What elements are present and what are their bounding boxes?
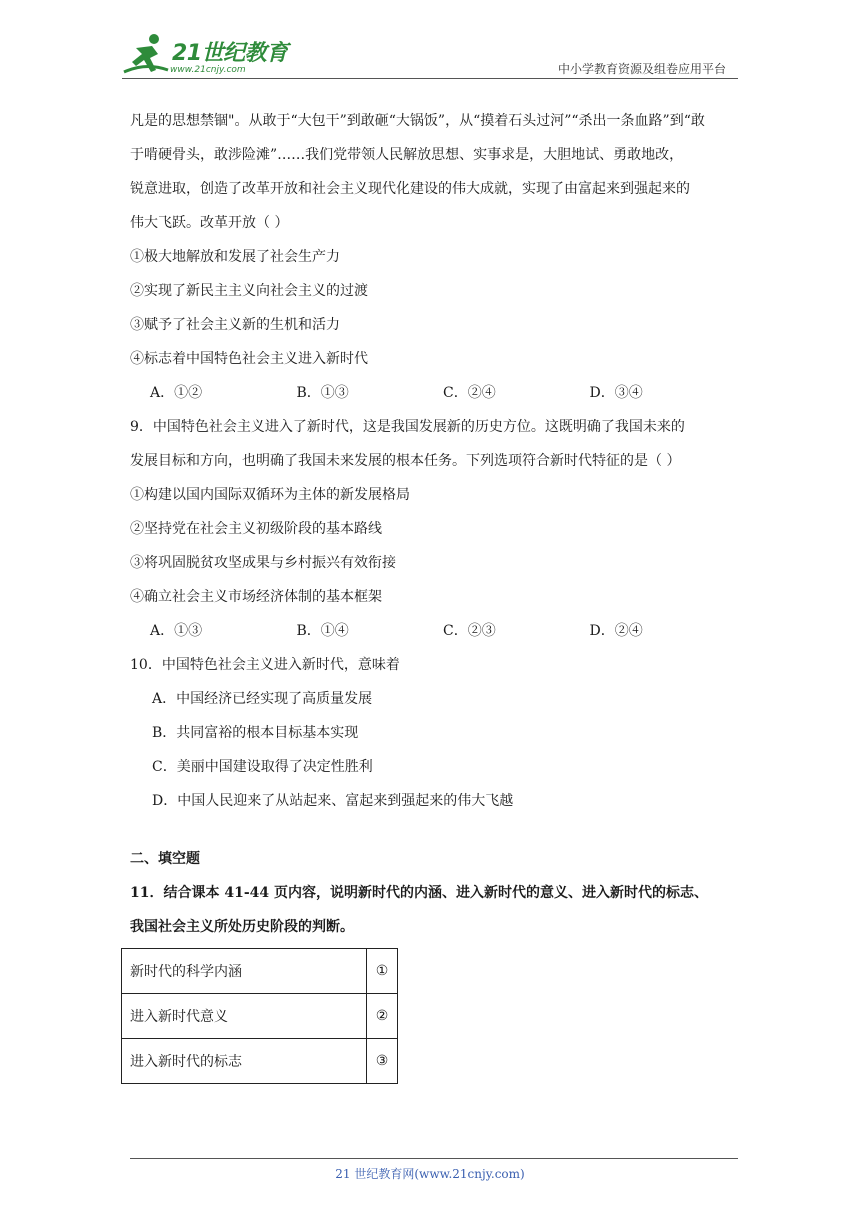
answer-table [121,948,398,1084]
q8-option-b[interactable]: B．①③ [296,385,349,401]
q10-stem: 10．中国特色社会主义进入新时代，意味着 [130,657,400,673]
q10-option-d[interactable]: D．中国人民迎来了从站起来、富起来到强起来的伟大飞越 [152,793,514,809]
q10-option-a[interactable]: A．中国经济已经实现了高质量发展 [152,691,373,707]
document-body [130,104,736,1084]
q10-option-b[interactable]: B．共同富裕的根本目标基本实现 [152,725,359,741]
q9-stem-line: 发展目标和方向，也明确了我国未来发展的根本任务。下列选项符合新时代特征的是（ ） [130,453,681,469]
q9-option-c[interactable]: C．②③ [443,623,496,639]
q8-line: 于啃硬骨头，敢涉险滩”……我们党带领人民解放思想、实事求是，大胆地试、勇敢地改， [130,147,684,163]
q8-option-c[interactable]: C．②④ [443,385,496,401]
q11-stem-line: 11．结合课本 41-44 页内容，说明新时代的内涵、进入新时代的意义、进入新时代的标志、 [130,885,709,901]
header-divider [122,78,738,79]
q9-item: ③将巩固脱贫攻坚成果与乡村振兴有效衔接 [130,555,396,571]
table-label: 新时代的科学内涵 [122,949,367,994]
platform-name: 中小学教育资源及组卷应用平台 [557,62,726,76]
table-label: 进入新时代意义 [122,994,367,1039]
runner-logo-icon [122,32,170,78]
table-label: 进入新时代的标志 [122,1039,367,1084]
q8-options [130,376,736,410]
q8-line: 凡是的思想禁锢"。从敢于“大包干”到敢砸“大锅饭”，从“摸着石头过河”“杀出一条血路”到“敢 [130,113,705,129]
q8-option-a[interactable]: A．①② [150,385,203,401]
q8-option-d[interactable]: D．③④ [589,385,643,401]
q11-stem-line: 我国社会主义所处历史阶段的判断。 [130,919,354,935]
q9-item: ④确立社会主义市场经济体制的基本框架 [130,589,382,605]
q8-item: ③赋予了社会主义新的生机和活力 [130,317,340,333]
q8-line: 锐意进取，创造了改革开放和社会主义现代化建设的伟大成就，实现了由富起来到强起来的 [130,181,690,197]
logo-url: www.21cnjy.com [170,65,246,75]
q8-item: ②实现了新民主主义向社会主义的过渡 [130,283,368,299]
q8-item: ①极大地解放和发展了社会生产力 [130,249,340,265]
section-title: 二、填空题 [130,851,200,867]
q9-option-b[interactable]: B．①④ [296,623,349,639]
footer-link[interactable]: 21 世纪教育网(www.21cnjy.com) [335,1167,525,1181]
q9-option-d[interactable]: D．②④ [589,623,643,639]
table-answer-cell[interactable]: ② [367,994,398,1039]
q9-options [130,614,736,648]
q8-line: 伟大飞跃。改革开放（ ） [130,215,289,231]
table-answer-cell[interactable]: ① [367,949,398,994]
q9-stem-line: 9．中国特色社会主义进入了新时代，这是我国发展新的历史方位。这既明确了我国未来的 [130,419,685,435]
q9-item: ②坚持党在社会主义初级阶段的基本路线 [130,521,382,537]
logo-text: 21世纪教育 [172,41,288,66]
q8-item: ④标志着中国特色社会主义进入新时代 [130,351,368,367]
table-row [122,949,398,994]
page-header [122,28,738,80]
table-answer-cell[interactable]: ③ [367,1039,398,1084]
q9-item: ①构建以国内国际双循环为主体的新发展格局 [130,487,410,503]
table-row [122,994,398,1039]
q10-option-c[interactable]: C．美丽中国建设取得了决定性胜利 [152,759,373,775]
table-row [122,1039,398,1084]
footer-divider [130,1158,738,1159]
site-logo[interactable] [122,32,292,78]
q9-option-a[interactable]: A．①③ [150,623,203,639]
